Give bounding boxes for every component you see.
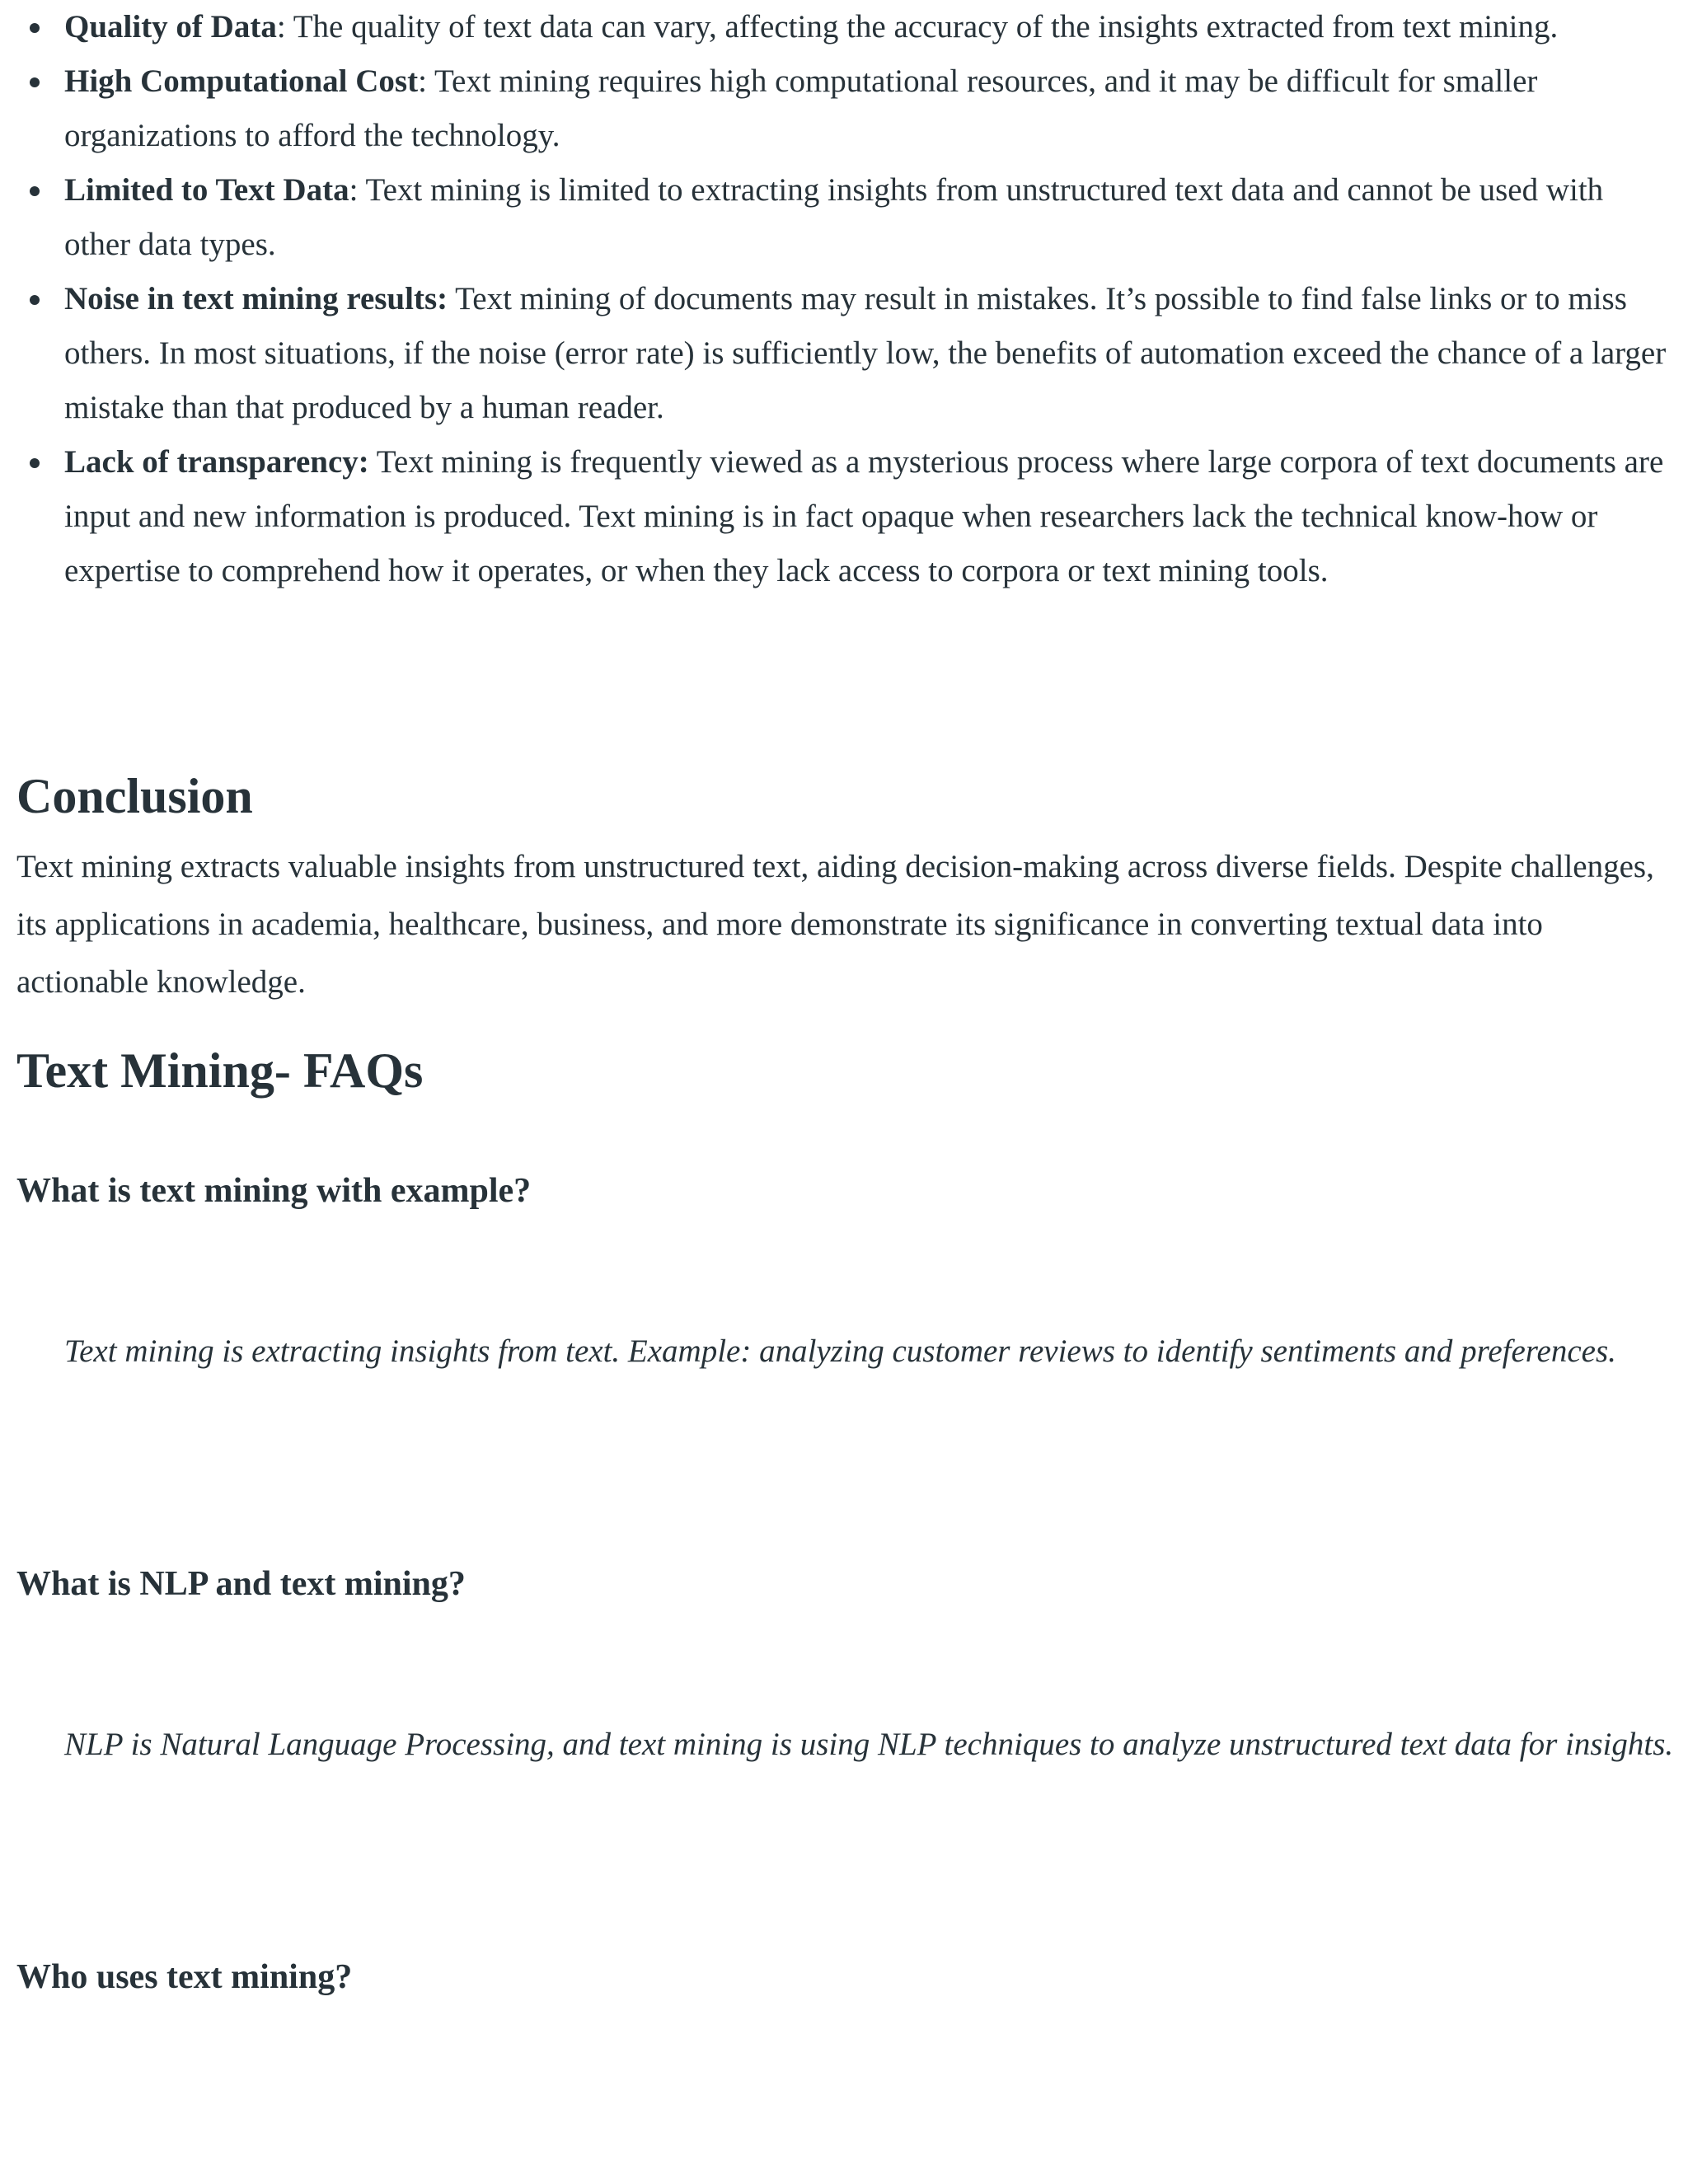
faq-answer: Text mining is extracting insights from text. Example: analyzing customer reviews to identify sentiments and preferences.: [64, 1333, 1616, 1369]
bullet-icon: [30, 458, 40, 468]
faq-answer: NLP is Natural Language Processing, and text mining is using NLP techniques to analyze unstructured text data for insights.: [64, 1727, 1674, 1762]
list-item-text: Text mining is limited to extracting insights from unstructured text data and cannot be used with other data types.: [64, 172, 1604, 262]
list-item: [16, 435, 1673, 598]
list-item-term: Lack of transparency:: [64, 444, 369, 480]
list-item: [16, 272, 1673, 435]
list-item-text: The quality of text data can vary, affecting the accuracy of the insights extracted from text mining.: [285, 9, 1559, 45]
conclusion-text: Text mining extracts valuable insights from unstructured text, aiding decision-making across diverse fields. Despite challenges, its applications in academia, healthcare, business, and more demonstrate its significance in converting textual data into actionable knowledge.: [16, 849, 1654, 1000]
list-item-text: Text mining of documents may result in mistakes. It’s possible to find false links or to miss others. In most situations, if the noise (error rate) is sufficiently low, the benefits of automation exceed the chance of a larger mistake than that produced by a human reader.: [64, 281, 1667, 425]
list-item-term: High Computational Cost: [64, 63, 419, 99]
faq-question: What is text mining with example?: [16, 1172, 532, 1210]
faq-heading: Text Mining- FAQs: [16, 1043, 424, 1098]
list-item: [16, 163, 1673, 272]
limitations-list: [16, 0, 1673, 598]
list-item-separator: :: [418, 63, 427, 99]
conclusion-heading: Conclusion: [16, 769, 253, 823]
bullet-icon: [30, 295, 40, 305]
bullet-icon: [30, 186, 40, 196]
list-item-term: Quality of Data: [64, 9, 277, 45]
bullet-icon: [30, 23, 40, 33]
list-item-separator: :: [349, 172, 359, 208]
bullet-icon: [30, 77, 40, 87]
list-item: [16, 54, 1673, 163]
faq-question: What is NLP and text mining?: [16, 1565, 466, 1603]
faq-question: Who uses text mining?: [16, 1958, 353, 1996]
list-item: [16, 0, 1673, 54]
list-item-text: Text mining is frequently viewed as a mysterious process where large corpora of text documents are input and new information is produced. Text mining is in fact opaque when researchers lack the technical know-how or expertise to comprehend how it operates, or when they lack access to corpora or text mining tools.: [64, 444, 1664, 588]
list-item-term: Limited to Text Data: [64, 172, 349, 208]
list-item-text: Text mining requires high computational resources, and it may be difficult for smaller organizations to afford the technology.: [64, 63, 1538, 153]
list-item-separator: :: [276, 9, 286, 45]
list-item-term: Noise in text mining results:: [64, 281, 448, 316]
